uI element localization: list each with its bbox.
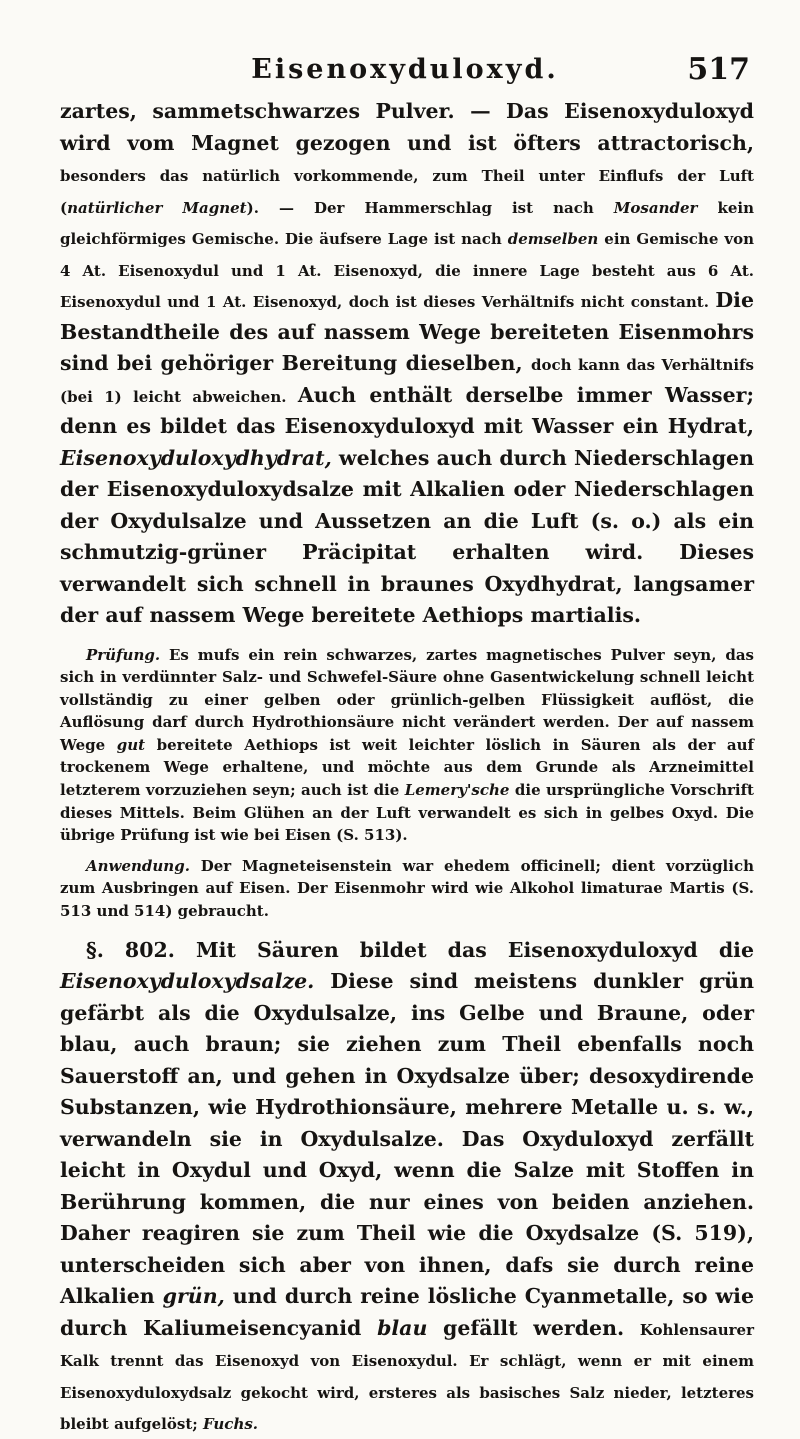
emphasis: grün, (162, 1284, 225, 1309)
emphasis: Eisenoxyduloxydhydrat, (60, 445, 332, 470)
page-header (60, 52, 750, 92)
text-run: doch kann das Verhältnifs (bei 1) leicht abweichen. (60, 356, 754, 406)
text-run: und durch reine lösliche Cyanmetalle, so wie durch Kaliumeisencyanid (60, 1284, 754, 1340)
text-run: Diese sind meistens dunkler grün gefärbt als die Oxydulsalze, ins Gelbe und Braune, oder blau, auch braun; sie ziehen zum Theil ebenfalls noch Sauerstoff an, und gehen in Oxydsalze über; desoxydirende Substanzen, wie Hydrothionsäure, mehrere Metalle u. s. w., verwandeln sie in Oxydulsalze. Das Oxyduloxyd zerfällt leicht in Oxydul und Oxyd, wenn die Salze mit Stoffen in Berührung kommen, die nur eines von beiden anziehen. Daher reagiren sie zum Theil wie die Oxydsalze (S. 519), unterscheiden sich aber von ihnen, dafs sie durch reine Alkalien (60, 969, 754, 1309)
page-number: 517 (687, 52, 750, 87)
emphasis: Fuchs. (203, 1415, 259, 1434)
text-run: besonders das natürlich vorkommende, zum Theil unter Einflufs der Luft ( (60, 167, 754, 217)
text-run: Der Magneteisenstein war ehedem officinell; dient vorzüglich zum Ausbringen auf Eisen. Der Eisenmohr wird wie Alkohol limaturae Martis (S. 513 und 514) gebraucht. (60, 856, 754, 921)
text-run: welches auch durch Niederschlagen der Eisenoxyduloxydsalze mit Alkalien oder Niederschlagen der Oxydulsalze und Aussetzen an die Luft (s. o.) als ein schmutzig-grüner Präcipitat erhalten wird. Dieses verwandelt sich schnell in braunes Oxydhydrat, langsamer der auf nassem Wege bereitete Aethiops martialis. (60, 445, 754, 627)
emphasis: demselben (507, 230, 599, 248)
text-run: Mit Säuren bildet das Eisenoxyduloxyd die (174, 937, 754, 962)
text-run: Es mufs ein rein schwarzes, zartes magnetisches Pulver seyn, das sich in verdünnter Salz- und Schwefel-Säure ohne Gasentwickelung schnell leicht vollständig zu einer gelben oder grünlich-gelben Flüssigkeit auflöst, die Auflösung darf durch Hydrothionsäure nicht verändert werden. Der auf nassem Wege (60, 645, 754, 754)
paragraph-eisenoxyduloxyd-properties (60, 96, 754, 632)
emphasis: Eisenoxyduloxydsalze. (60, 969, 315, 994)
text-run: ). — Der Hammerschlag ist nach (246, 198, 614, 217)
emphasis: Lemery'sche (404, 781, 510, 800)
page-body (60, 96, 754, 1439)
emphasis: blau (377, 1315, 428, 1340)
text-run: ein Gemische von 4 At. Eisenoxydul und 1 At. Eisenoxyd, die innere Lage besteht aus 6 At. Eisenoxydul und 1 At. Eisenoxyd, doch ist dieses Verhältnifs nicht constant. (60, 230, 754, 311)
text-run: gefällt werden. (427, 1315, 640, 1340)
text-run: kein gleichförmiges Gemische. Die äufsere Lage ist nach (60, 198, 754, 248)
paragraph-section-802 (60, 935, 754, 1439)
paragraph-pruefung (60, 644, 754, 847)
emphasis: natürlicher Magnet (67, 198, 247, 217)
text-run: zartes, sammetschwarzes Pulver. — Das Eisenoxyduloxyd wird vom Magnet gezogen und ist öfters attractorisch, (60, 99, 754, 155)
section-label: Anwendung. (86, 856, 190, 875)
text-run: bereitete Aethiops ist weit leichter löslich in Säuren als der auf trockenem Wege erhaltene, und möchte aus dem Grunde als Arzneimittel letzterem vorzuziehen seyn; auch ist die (60, 735, 754, 800)
section-number: §. 802. (86, 937, 175, 962)
text-run: Auch enthält derselbe immer Wasser; denn es bildet das Eisenoxyduloxyd mit Wasser ein Hydrat, (60, 382, 755, 438)
running-title: Eisenoxyduloxyd. (251, 54, 559, 85)
text-run: Kohlensaurer Kalk trennt das Eisenoxyd von Eisenoxydul. Er schlägt, wenn er mit einem Eisenoxyduloxydsalz gekocht wird, ersteres als basisches Salz nieder, letzteres bleibt aufgelöst; (60, 1320, 754, 1434)
emphasis: gut (116, 735, 146, 754)
emphasis: Mosander (613, 198, 698, 217)
text-run: die ursprüngliche Vorschrift dieses Mittels. Beim Glühen an der Luft verwandelt es sich in gelbes Oxyd. Die übrige Prüfung ist wie bei Eisen (S. 513). (60, 781, 754, 845)
text-run: Die Bestandtheile des auf nassem Wege bereiteten Eisenmohrs sind bei gehöriger Bereitung dieselben, (60, 288, 754, 375)
paragraph-anwendung (60, 855, 754, 923)
section-label: Prüfung. (86, 645, 161, 664)
